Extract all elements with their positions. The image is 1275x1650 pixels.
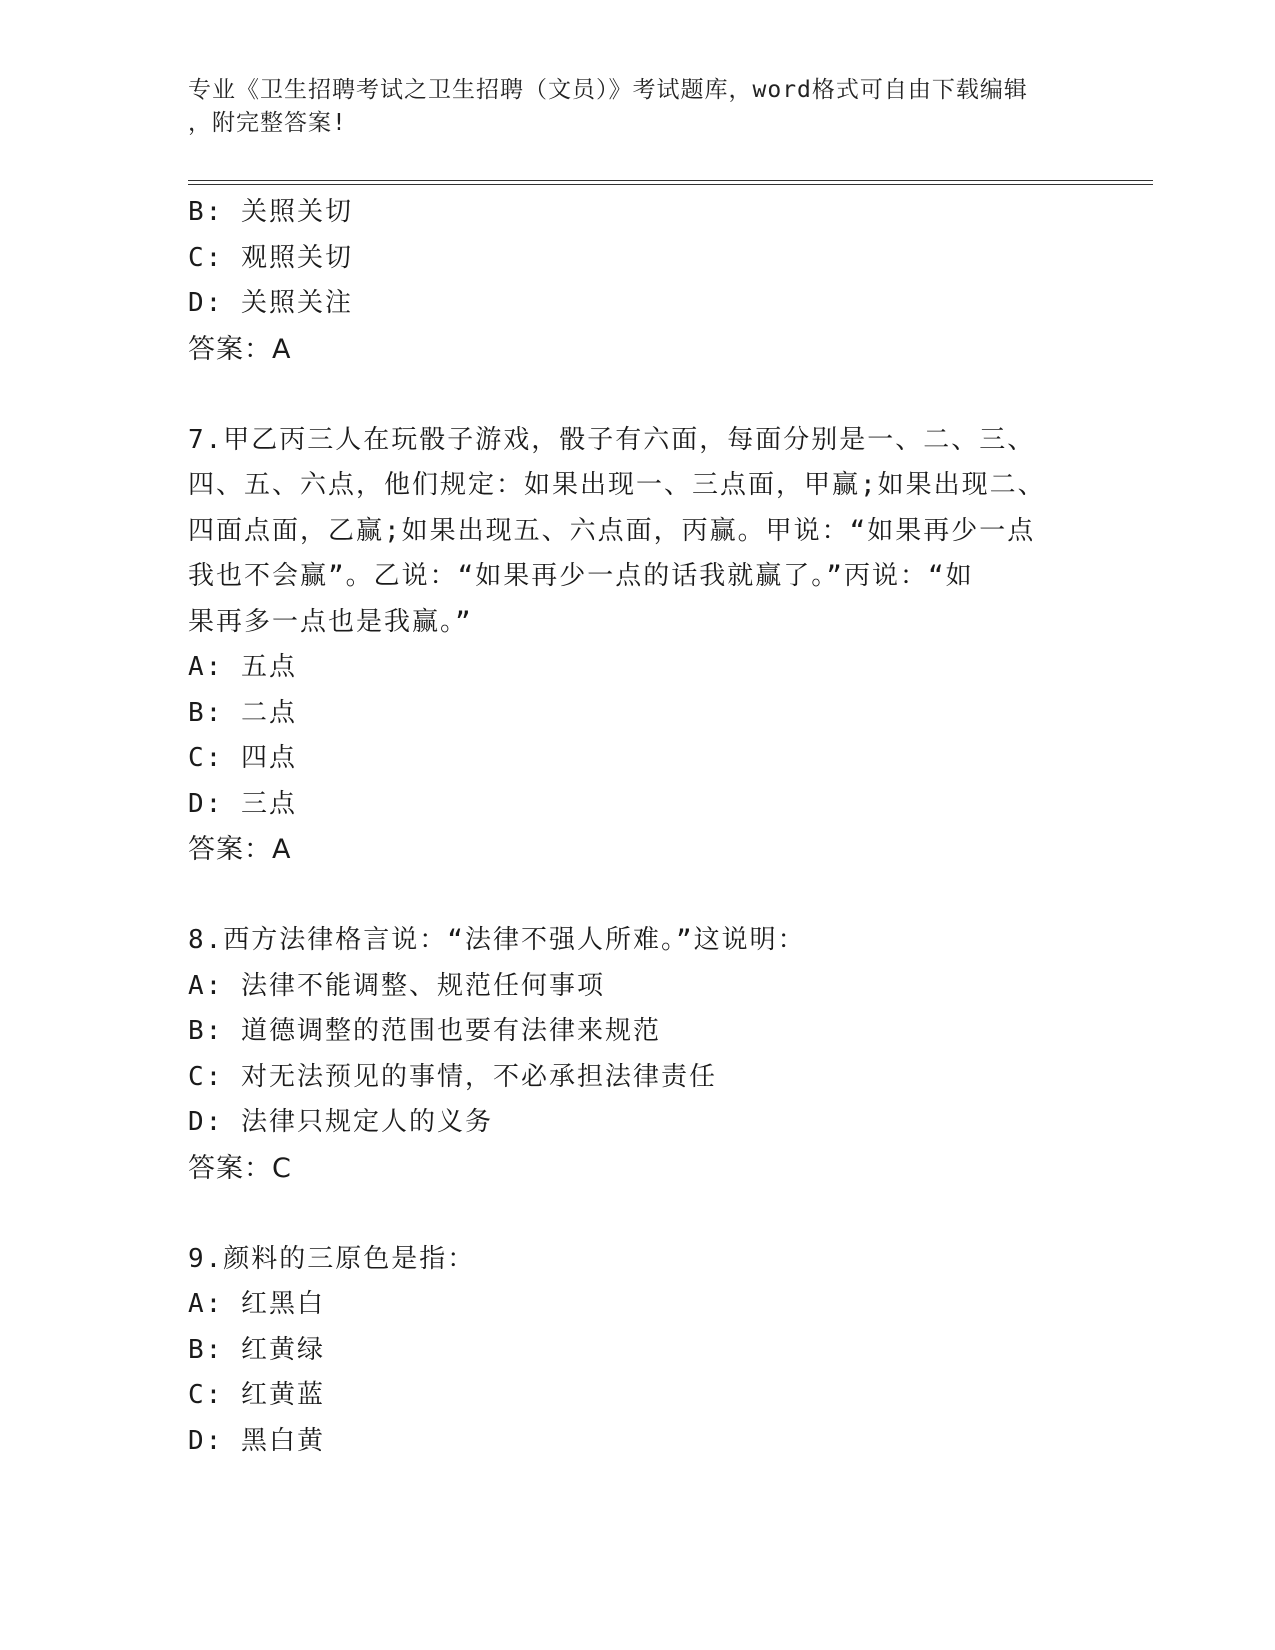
header-line-2: ，附完整答案! [188, 110, 347, 136]
option-b: B: 关照关切 [188, 197, 353, 227]
question-stem-line: 8.西方法律格言说：“法律不强人所难。”这说明： [188, 925, 806, 955]
question-9 [188, 1237, 1088, 1465]
question-stem-line: 果再多一点也是我赢。” [188, 606, 473, 637]
spacer [188, 372, 1088, 418]
option-d: D: 黑白黄 [188, 1425, 325, 1456]
option-c: C: 对无法预见的事情，不必承担法律责任 [188, 1061, 717, 1092]
spacer [188, 873, 1088, 919]
question-stem-line: 7.甲乙丙三人在玩骰子游戏，骰子有六面，每面分别是一、二、三、 [188, 424, 1036, 455]
answer-line: 答案：C [188, 1152, 292, 1184]
question-stem-line: 我也不会赢”。乙说：“如果再少一点的话我就赢了。”丙说：“如 [188, 561, 974, 591]
option-a: A: 红黑白 [188, 1289, 325, 1319]
option-c: C: 观照关切 [188, 242, 353, 273]
option-b: B: 道德调整的范围也要有法律来规范 [188, 1016, 661, 1046]
question-8 [188, 918, 1088, 1191]
option-c: C: 红黄蓝 [188, 1380, 325, 1410]
question-stem-line: 9.颜料的三原色是指： [188, 1243, 476, 1274]
question-6 [188, 190, 1088, 372]
option-a: A: 法律不能调整、规范任何事项 [188, 970, 605, 1001]
answer-line: 答案：A [188, 333, 292, 365]
question-list [188, 190, 1088, 1464]
header-line-1: 专业《卫生招聘考试之卫生招聘（文员）》考试题库，word格式可自由下载编辑 [188, 77, 1028, 103]
option-b: B: 红黄绿 [188, 1334, 325, 1365]
option-d: D: 法律只规定人的义务 [188, 1107, 493, 1137]
answer-line: 答案：A [188, 834, 292, 865]
header-rule-top [188, 180, 1153, 181]
option-c: C: 四点 [188, 743, 297, 773]
spacer [188, 1191, 1088, 1237]
option-a: A: 五点 [188, 652, 297, 682]
option-b: B: 二点 [188, 697, 297, 728]
option-d: D: 关照关注 [188, 288, 353, 318]
document-header [188, 74, 1088, 140]
header-rule-bottom [188, 184, 1153, 185]
question-7 [188, 418, 1088, 873]
question-stem-line: 四面点面，乙赢;如果出现五、六点面，丙赢。甲说：“如果再少一点 [188, 515, 1036, 546]
question-stem-line: 四、五、六点，他们规定：如果出现一、三点面，甲赢;如果出现二、 [188, 470, 1046, 500]
option-d: D: 三点 [188, 788, 297, 819]
